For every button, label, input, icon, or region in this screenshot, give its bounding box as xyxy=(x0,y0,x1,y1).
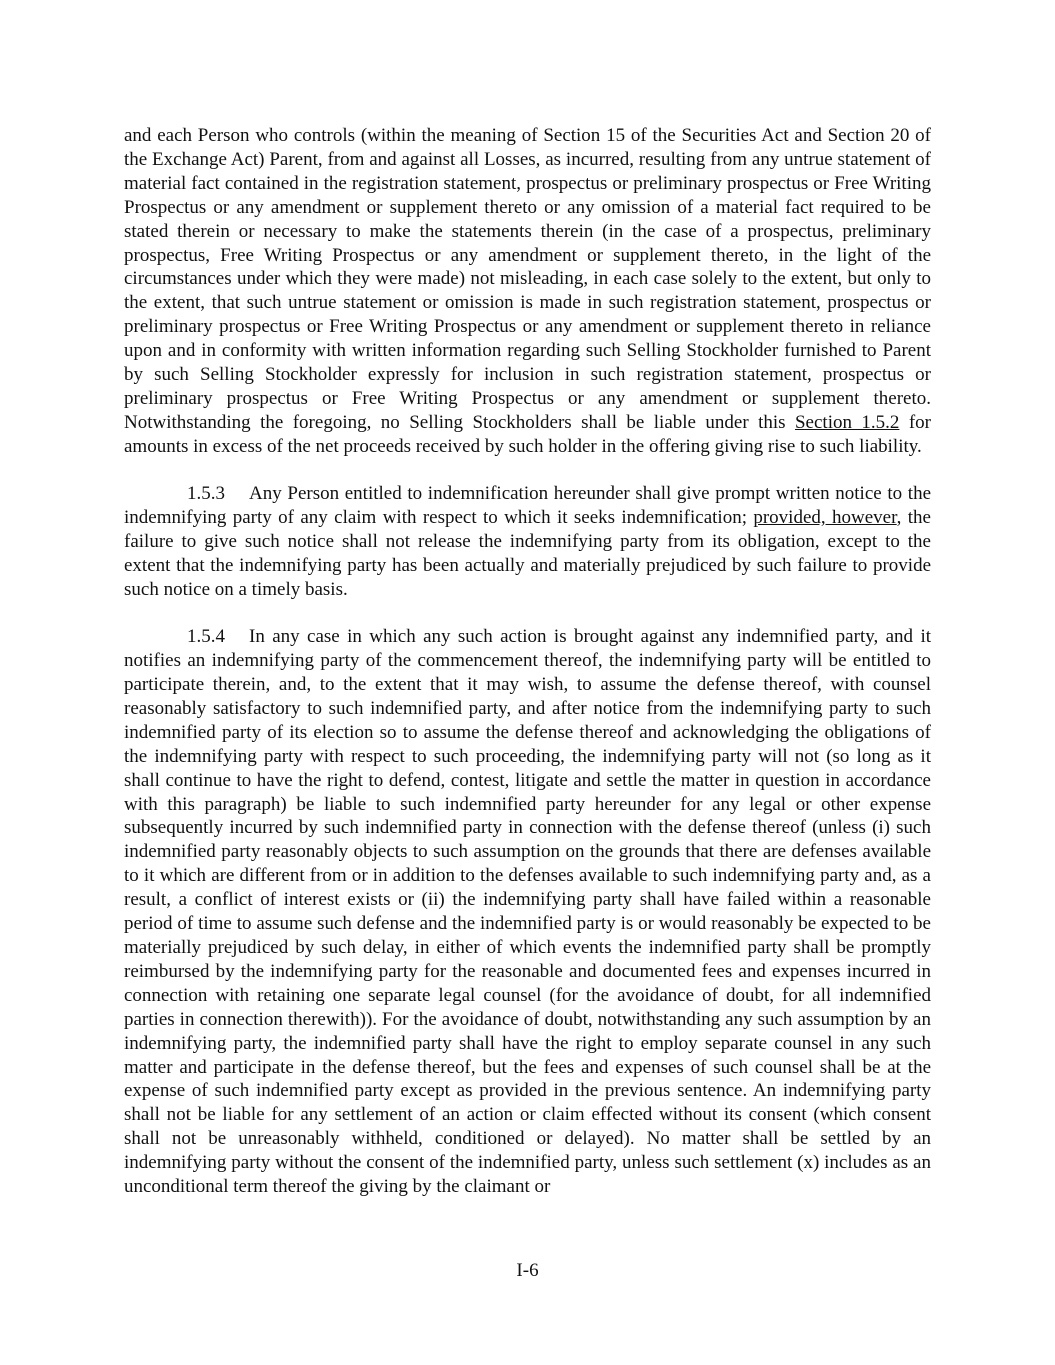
document-page xyxy=(124,124,931,1222)
section-reference-link: Section 1.5.2 xyxy=(794,411,900,433)
paragraph-1-5-4 xyxy=(124,625,931,1199)
paragraph-text: Any Person entitled to indemnification hereunder shall give prompt written notice to the indemnifying party of any claim with respect to which it seeks indemnification; xyxy=(124,483,931,529)
paragraph-text: , the failure to give such notice shall not release the indemnifying party from its obligation, except to the extent that the indemnifying party has been actually and materially prejudiced by such failure to provide such notice on a timely basis. xyxy=(124,507,931,600)
paragraph-text: and each Person who controls (within the meaning of Section 15 of the Securities Act and Section 20 of the Exchange Act) Parent, from and against all Losses, as incurred, resulting from any untrue statement of material fact contained in the registration statement, prospectus or preliminary prospectus or Free Writing Prospectus or any amendment or supplement thereto or any omission of a material fact required to be stated therein or necessary to make the statements therein (in the case of a prospectus, preliminary prospectus, Free Writing Prospectus or any amendment or supplement thereto, in the light of the circumstances under which they were made) not misleading, in each case solely to the extent, but only to the extent, that such untrue statement or omission is made in such registration statement, prospectus or preliminary prospectus or Free Writing Prospectus or any amendment or supplement thereto in reliance upon and in conformity with written information regarding such Selling Stockholder furnished to Parent by such Selling Stockholder expressly for inclusion in such registration statement, prospectus or preliminary prospectus or Free Writing Prospectus or any amendment or supplement thereto. Notwithstanding the foregoing, no Selling Stockholders shall be liable under this xyxy=(124,125,931,433)
provided-however-term: provided, however xyxy=(753,507,897,529)
paragraph-text: In any case in which any such action is brought against any indemnified party, and it notifies an indemnifying party of the commencement thereof, the indemnifying party will be entitled to participate therein, and, to the extent that it may wish, to assume the defense thereof, with counsel reasonably satisfactory to such indemnified party, and after notice from the indemnifying party to such indemnified party of its election so to assume the defense thereof and acknowledging the obligations of the indemnifying party with respect to such proceeding, the indemnifying party will not (so long as it shall continue to have the right to defend, contest, litigate and settle the matter in question in accordance with this paragraph) be liable to such indemnified party hereunder for any legal or other expense subsequently incurred by such indemnified party in connection with the defense thereof (unless (i) such indemnified party reasonably objects to such assumption on the grounds that there are defenses available to it which are different from or in addition to the defenses available to such indemnifying party and, as a result, a conflict of interest exists or (ii) the indemnifying party shall have failed within a reasonable period of time to assume such defense and the indemnified party is or would reasonably be expected to be materially prejudiced by such delay, in either of which events the indemnified party shall be promptly reimbursed by the indemnifying party for the reasonable and documented fees and expenses incurred in connection with retaining one separate legal counsel (for the avoidance of doubt, for all indemnified parties in connection therewith)). For the avoidance of doubt, notwithstanding any such assumption by an indemnifying party, the indemnified party shall have the right to employ separate counsel in any such matter and participate in the defense thereof, but the fees and expenses of such counsel shall be at the expense of such indemnified party except as provided in the previous sentence. An indemnifying party shall not be liable for any settlement of an action or claim effected without its consent (which consent shall not be unreasonably withheld, conditioned or delayed). No matter shall be settled by an indemnifying party without the consent of the indemnified party, unless such settlement (x) includes as an unconditional term thereof the giving by the claimant or xyxy=(124,626,931,1198)
paragraph-continuation xyxy=(124,124,931,459)
paragraph-1-5-3 xyxy=(124,482,931,602)
page-number: I-6 xyxy=(516,1260,539,1281)
section-number: 1.5.4 xyxy=(187,626,225,648)
section-number: 1.5.3 xyxy=(187,483,225,505)
paragraph-text: for amounts in excess of the net proceeds received by such holder in the offering giving rise to such liability. xyxy=(124,411,931,457)
